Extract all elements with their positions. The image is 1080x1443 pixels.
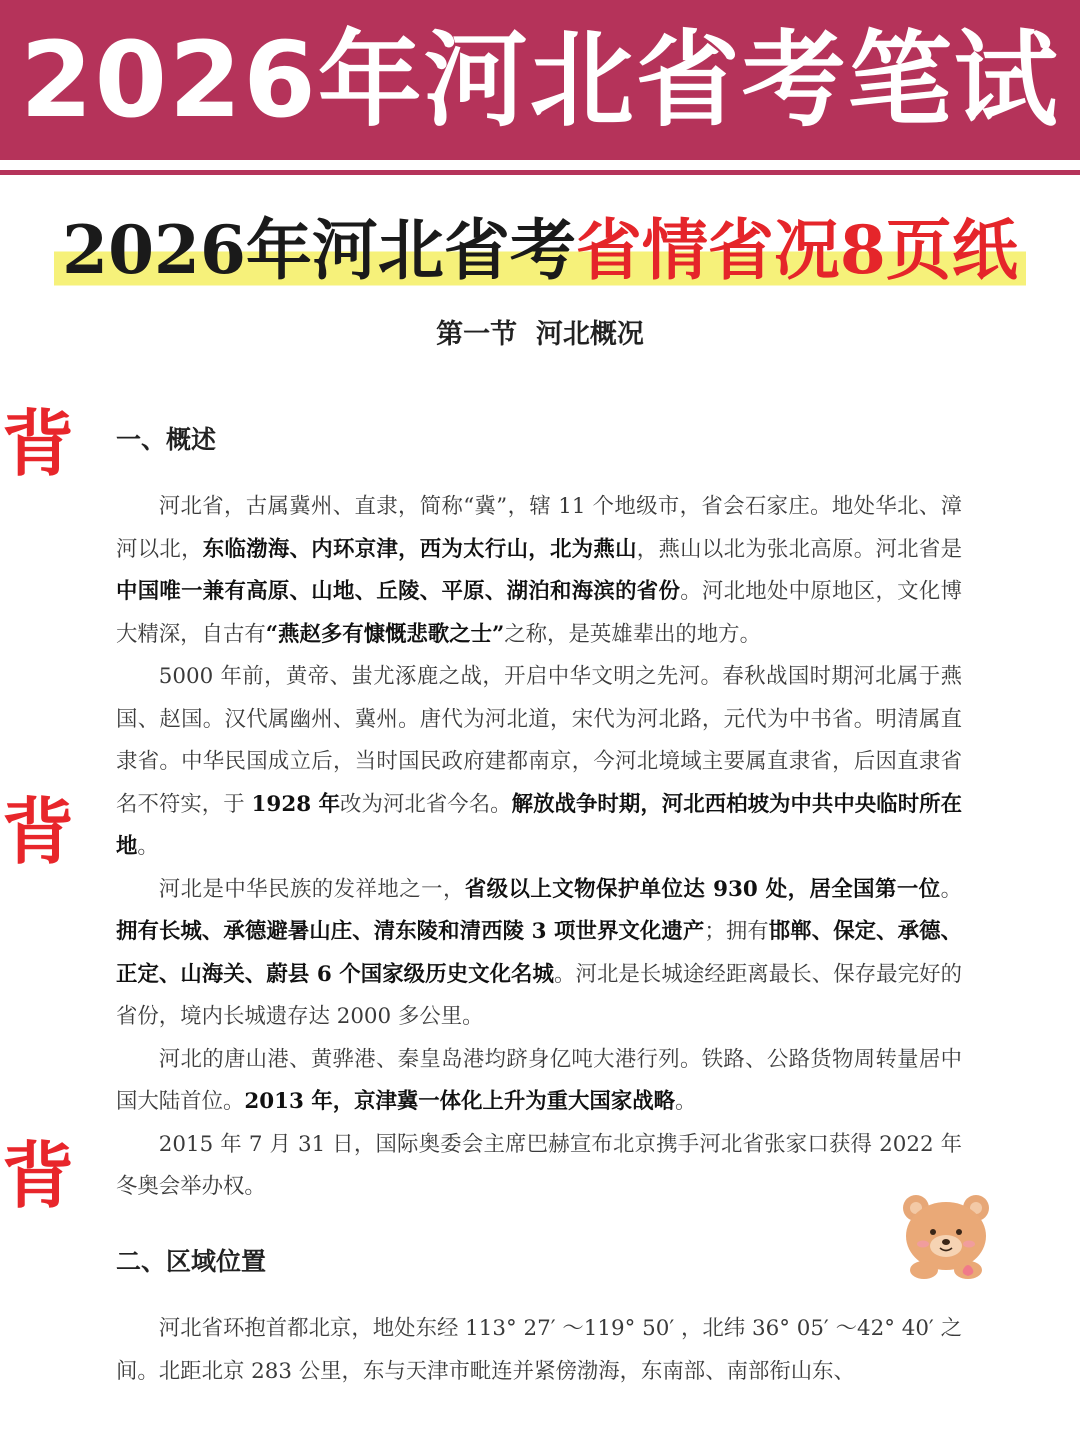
bold-text: 解放战争时期，河北西柏坡为中共中央临时所在地	[116, 791, 962, 859]
text-run: 5000 年前，黄帝、蚩尤涿鹿之战，开启中华文明之先河。春秋战国时期河北属于燕国、赵国。汉代属幽州、冀州。唐代为河北道，宋代为河北路，元代为中书省。明清属直隶省。中华民国成立后，当时国民政府建都南京，今河北境域主要属直隶省，后因直隶省名不符实，于	[116, 664, 962, 817]
paragraph	[116, 486, 962, 656]
bold-text: “燕赵多有慷慨悲歌之士”	[265, 621, 505, 647]
banner-title: 2026年河北省考笔试	[20, 19, 1060, 141]
bold-text: 邯郸、保定、承德、正定、山海关、蔚县 6 个国家级历史文化名城	[116, 919, 962, 987]
top-banner	[0, 0, 1080, 160]
text-run: 河北的唐山港、黄骅港、秦皇岛港均跻身亿吨大港行列。铁路、公路货物周转量居中国大陆首位。	[116, 1046, 962, 1114]
paragraph	[116, 869, 962, 1039]
text-run: 2015 年 7 月 31 日，国际奥委会主席巴赫宣布北京携手河北省张家口获得 2022 年冬奥会举办权。	[116, 1131, 962, 1199]
text-run: 之称，是英雄辈出的地方。	[504, 621, 761, 647]
heading-overview: 一、概述	[116, 425, 217, 454]
text-run: 河北省环抱首都北京，地处东经 113° 27′ ～119° 50′ ，北纬 36° 05′ ～42° 40′ 之间。北距北京 283 公里，东与天津市毗连并紧傍渤海，东南部、南部衔山东、	[116, 1316, 962, 1384]
subtitle-black-part: 2026年河北省考	[62, 211, 576, 289]
text-run: 。	[137, 834, 159, 859]
bold-text: 1928 年	[251, 791, 341, 817]
paragraph	[116, 656, 962, 869]
text-run: 。	[940, 876, 962, 902]
text-run: 。河北地处中原地区，文化博大精深，自古有	[116, 579, 962, 647]
bold-text: 东临渤海、内环京津，西为太行山，北为燕山	[202, 536, 637, 562]
teddy-bear-icon	[896, 1190, 996, 1282]
text-run: 。	[674, 1089, 697, 1114]
bold-text: 拥有长城、承德避暑山庄、清东陵和清西陵 3 项世界文化遗产	[116, 919, 705, 944]
side-mark-1: 背	[2, 402, 75, 486]
paragraph	[116, 1039, 962, 1124]
section-title: 第一节 河北概况	[436, 319, 644, 350]
text-run: 。河北是长城途经距离最长、保存最完好的省份，境内长城遗存达 2000 多公里。	[116, 961, 962, 1029]
heading-location: 二、区域位置	[116, 1247, 267, 1276]
bold-text: 2013 年，京津冀一体化上升为重大国家战略	[244, 1089, 675, 1114]
location-text	[116, 1308, 962, 1393]
text-run: ；拥有	[704, 919, 769, 944]
text-run: 改为河北省今名。	[340, 791, 512, 817]
overview-text	[116, 486, 962, 1209]
bold-text: 省级以上文物保护单位达 930 处，居全国第一位	[464, 876, 941, 902]
subtitle-red-part: 省情省况8页纸	[575, 211, 1018, 289]
bold-text: 中国唯一兼有高原、山地、丘陵、平原、湖泊和海滨的省份	[116, 579, 681, 604]
text-run: ，燕山以北为张北高原。河北省是	[636, 536, 962, 562]
subtitle	[0, 208, 1080, 292]
side-mark-2: 背	[2, 790, 75, 874]
side-mark-3: 背	[2, 1134, 75, 1218]
paragraph	[116, 1124, 962, 1209]
paragraph	[116, 1308, 962, 1393]
banner-divider	[0, 170, 1080, 175]
text-run: 河北是中华民族的发祥地之一，	[158, 876, 465, 902]
subtitle-highlight	[54, 208, 1026, 292]
text-run: 河北省，古属冀州、直隶，简称“冀”，辖 11 个地级市，省会石家庄。地处华北、漳河以北，	[116, 494, 962, 562]
